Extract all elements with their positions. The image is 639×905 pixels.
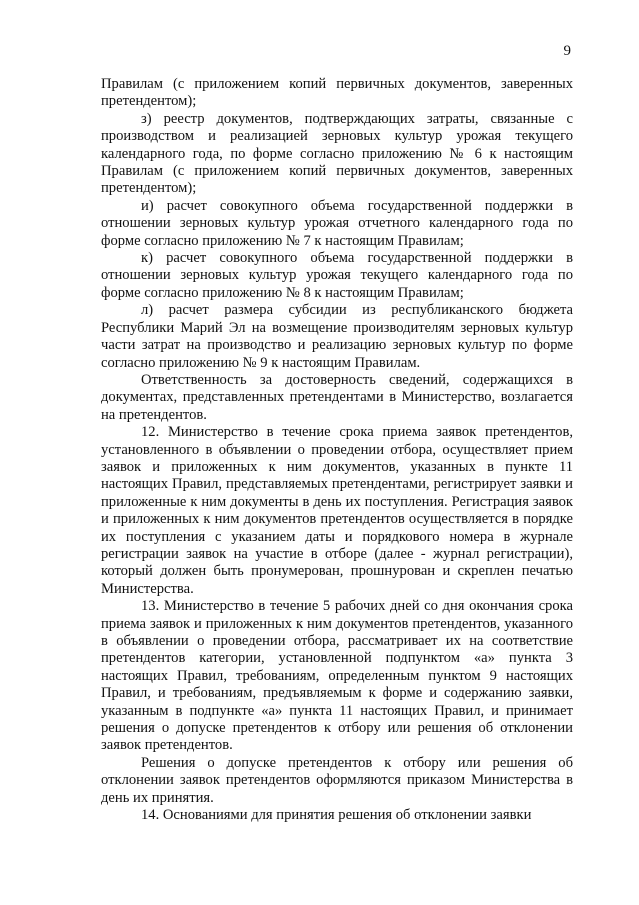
paragraph-item-k: к) расчет совокупного объема государственной поддержки в отношении зерновых культур урожая текущего календарного года по форме согласно приложению № 8 к настоящим Правилам; (101, 250, 573, 301)
paragraph-decisions: Решения о допуске претендентов к отбору или решения об отклонении заявок претендентов оформляются приказом Министерства в день их принятия. (101, 754, 573, 806)
document-body (101, 76, 573, 824)
paragraph-responsibility: Ответственность за достоверность сведений, содержащихся в документах, представленных претендентами в Министерство, возлагается на претендентов. (101, 371, 573, 423)
paragraph-item-i: и) расчет совокупного объема государственной поддержки в отношении зерновых культур урожая отчетного календарного года по форме согласно приложению № 7 к настоящим Правилам; (101, 197, 573, 249)
paragraph-item-z: з) реестр документов, подтверждающих затраты, связанные с производством и реализацией зерновых культур урожая текущего календарного года, по форме согласно приложению № 6 к настоящим Правилам (с приложением копий первичных документов, заверенных претендентом); (101, 110, 573, 197)
paragraph-12: 12. Министерство в течение срока приема заявок претендентов, установленного в объявлении о проведении отбора, осуществляет прием заявок и приложенных к ним документов, указанных в пункте 11 настоящих Правил, представляемых претендентами, регистрирует заявки и приложенные к ним документы в день их поступления. Регистрация заявок и приложенных к ним документов претендентов осуществляется в порядке их поступления с указанием даты и порядкового номера в журнале регистрации заявок на участие в отборе (далее - журнал регистрации), который должен быть пронумерован, прошнурован и скреплен печатью Министерства. (101, 424, 573, 597)
paragraph-14: 14. Основаниями для принятия решения об отклонении заявки (141, 807, 532, 824)
paragraph-item-l: л) расчет размера субсидии из республиканского бюджета Республики Марий Эл на возмещение производителям зерновых культур части затрат на производство и реализацию зерновых культур по форме согласно приложению № 9 к настоящим Правилам. (101, 302, 573, 371)
paragraph-13: 13. Министерство в течение 5 рабочих дней со дня окончания срока приема заявок и приложенных к ним документов претендентов, указанного в объявлении о проведении отбора, рассматривает их на соответствие претендентов категории, установленной подпунктом «а» пункта 3 настоящих Правил, требованиям, определенным пунктом 9 настоящих Правил, и требованиям, предъявляемым к форме и содержанию заявки, указанным в подпункте «а» пункта 11 настоящих Правил, и принимает решения о допуске претендентов к отбору или решения об отклонении заявок претендентов. (101, 598, 573, 754)
paragraph-continuation: Правилам (с приложением копий первичных документов, заверенных претендентом); (101, 76, 573, 110)
page-number: 9 (563, 43, 571, 59)
